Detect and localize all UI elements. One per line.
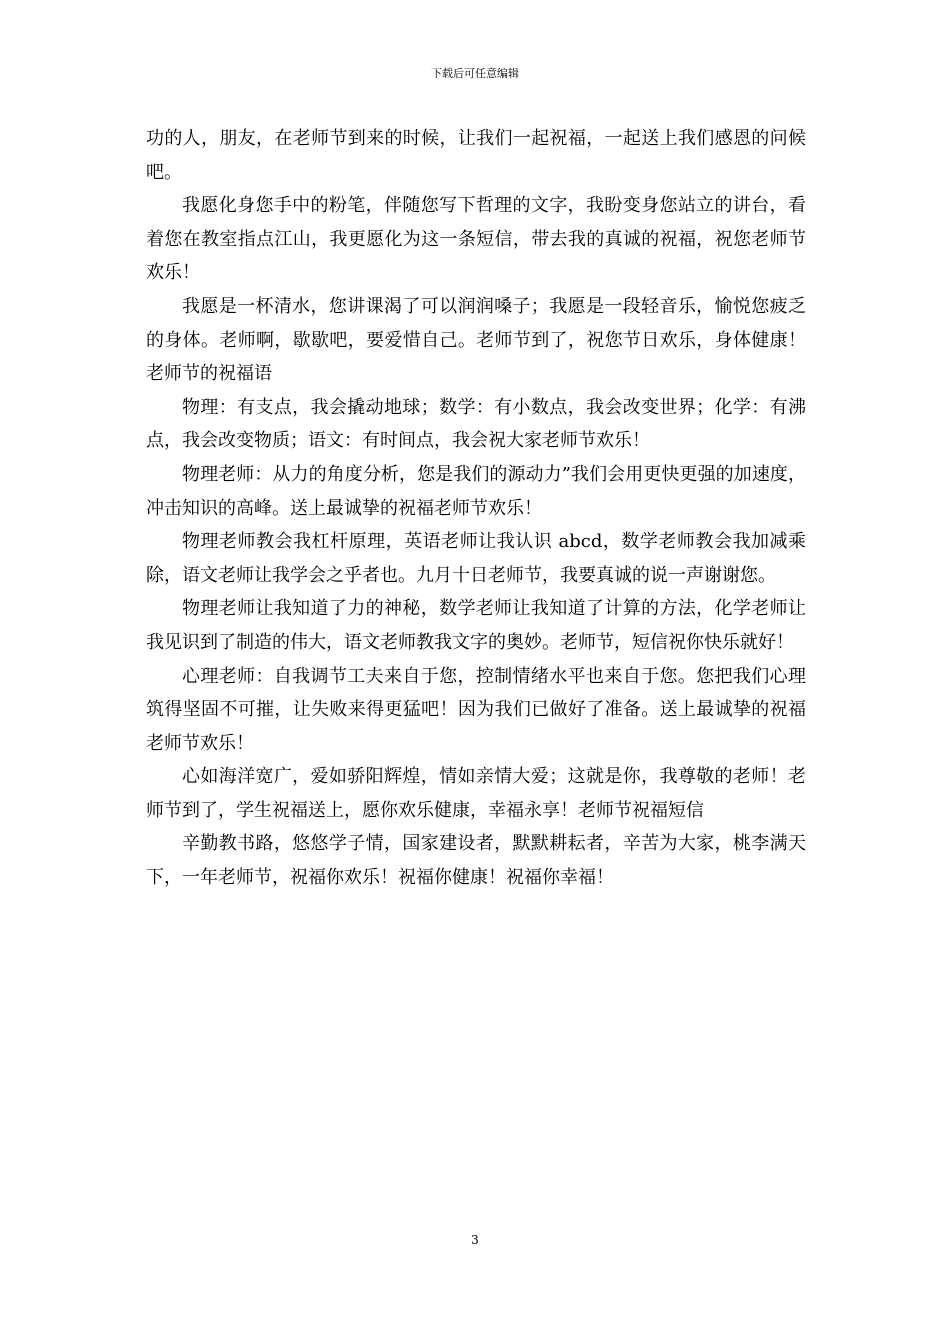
page-header: 下载后可任意编辑 bbox=[431, 67, 519, 80]
document-body bbox=[146, 122, 806, 895]
paragraph-7: 物理老师让我知道了力的神秘，数学老师让我知道了计算的方法，化学老师让我见识到了制造的伟大，语文老师教我文字的奥妙。老师节，短信祝你快乐就好！ bbox=[146, 598, 806, 653]
paragraph-3: 我愿是一杯清水，您讲课渴了可以润润嗓子；我愿是一段轻音乐，愉悦您疲乏的身体。老师啊，歇歇吧，要爱惜自己。老师节到了，祝您节日欢乐，身体健康！老师节的祝福语 bbox=[146, 295, 806, 385]
page-number: 3 bbox=[471, 1233, 479, 1247]
paragraph-9: 心如海洋宽广，爱如骄阳辉煌，情如亲情大爱；这就是你，我尊敬的老师！老师节到了，学生祝福送上，愿你欢乐健康，幸福永享！老师节祝福短信 bbox=[146, 766, 806, 821]
paragraph-10: 辛勤教书路，悠悠学子情，国家建设者，默默耕耘者，辛苦为大家，桃李满天下，一年老师节，祝福你欢乐！祝福你健康！祝福你幸福！ bbox=[146, 833, 806, 889]
paragraph-2: 我愿化身您手中的粉笔，伴随您写下哲理的文字，我盼变身您站立的讲台，看着您在教室指点江山，我更愿化为这一条短信，带去我的真诚的祝福，祝您老师节欢乐！ bbox=[146, 195, 806, 284]
paragraph-6: 物理老师教会我杠杆原理，英语老师让我认识 abcd，数学老师教会我加减乘除，语文老师让我学会之乎者也。九月十日老师节，我要真诚的说一声谢谢您。 bbox=[146, 531, 806, 586]
paragraph-1: 功的人，朋友，在老师节到来的时候，让我们一起祝福，一起送上我们感恩的问候吧。 bbox=[146, 128, 806, 183]
paragraph-5: 物理老师：从力的角度分析，您是我们的源动力”我们会用更快更强的加速度，冲击知识的高峰。送上最诚挚的祝福老师节欢乐！ bbox=[146, 463, 806, 519]
paragraph-8: 心理老师：自我调节工夫来自于您，控制情绪水平也来自于您。您把我们心理筑得坚固不可摧，让失败来得更猛吧！因为我们已做好了准备。送上最诚挚的祝福老师节欢乐！ bbox=[146, 665, 806, 754]
paragraph-4: 物理：有支点，我会撬动地球；数学：有小数点，我会改变世界；化学：有沸点，我会改变物质；语文：有时间点，我会祝大家老师节欢乐！ bbox=[146, 396, 806, 452]
